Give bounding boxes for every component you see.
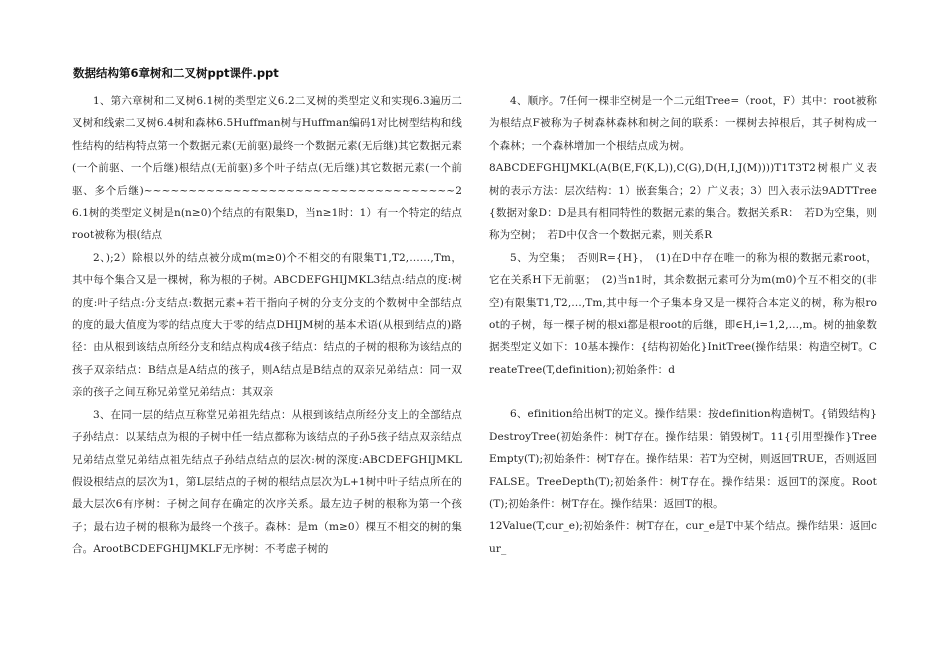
right-column xyxy=(489,90,877,560)
paragraph-4: 4、顺序。7任何一棵非空树是一个二元组Tree=（root，F）其中：root被称为根结点F被称为子树森林森林和树之间的联系：一棵树去掉根后，其子树构成一个森林；一个森林增加一个根结点成为树。 xyxy=(489,95,877,152)
left-column xyxy=(72,90,462,561)
paragraph-2: 2、);2）除根以外的结点被分成m(m≥0)个不相交的有限集T1,T2,……,Tm，其中每个集合又是一棵树，称为根的子树。ABCDEFGHIJMKL3结点:结点的度:树的度:叶子结点:分支结点:数据元素+若干指向子树的分支分支的个数树中全部结点的度的最大值度为零的结点度大于零的结点DHIJM树的基本术语(从根到结点的)路径：由从根到该结点所经分支和结点构成4孩子结点：结点的子树的根称为该结点的孩子双亲结点：B结点是A结点的孩子，则A结点是B结点的双亲兄弟结点：同一双亲的孩子之间互称兄弟堂兄弟结点：其双亲 xyxy=(72,251,462,399)
paragraph-6-continued: 12Value(T,cur_e);初始条件：树T存在，cur_e是T中某个结点。操作结果：返回cur_ xyxy=(489,520,877,555)
document-title: 数据结构第6章树和二叉树ppt课件.ppt xyxy=(73,66,279,80)
paragraph-spacer xyxy=(489,381,877,403)
paragraph-3: 3、在同一层的结点互称堂兄弟祖先结点：从根到该结点所经分支上的全部结点子孙结点：以某结点为根的子树中任一结点都称为该结点的子孙5孩子结点双亲结点兄弟结点堂兄弟结点祖先结点子孙结点结点的层次:树的深度:ABCDEFGHIJMKL假设根结点的层次为1，第L层结点的子树的根结点层次为L+1树中叶子结点所在的最大层次6有序树：子树之间存在确定的次序关系。最左边子树的根称为第一个孩子；最右边子树的根称为最终一个孩子。森林：是m（m≥0）棵互不相交的树的集合。ArootBCDEFGHIJMKLF无序树：不考虑子树的 xyxy=(72,408,462,556)
paragraph-6: 6、efinition给出树T的定义。操作结果：按definition构造树T。{销毁结构}DestroyTree(初始条件：树T存在。操作结果：销毁树T。11{引用型操作}TreeEmpty(T);初始条件：树T存在。操作结果：若T为空树，则返回TRUE，否则返回FALSE。TreeDepth(T);初始条件：树T存在。操作结果：返回T的深度。Root(T);初始条件：树T存在。操作结果：返回T的根。 xyxy=(489,408,877,510)
paragraph-1: 1、第六章树和二叉树6.1树的类型定义6.2二叉树的类型定义和实现6.3遍历二叉树和线索二叉树6.4树和森林6.5Huffman树与Huffman编码1对比树型结构和线性结构的结构特点第一个数据元素(无前驱)最终一个数据元素(无后继)其它数据元素(一个前驱、一个后继)根结点(无前驱)多个叶子结点(无后继)其它数据元素(一个前驱、多个后继)~~~~~~~~~~~~~~~~~~~~~~~~~~~~~~~~~~~26.1树的类型定义树是n(n≥0)个结点的有限集D，当n≥1时：1）有一个特定的结点root被称为根(结点 xyxy=(72,95,462,242)
paragraph-5: 5、为空集； 否则R={H}， (1)在D中存在唯一的称为根的数据元素root，它在关系H下无前驱； (2)当n1时，其余数据元素可分为m(m0)个互不相交的(非空)有限集T1,T2,…,Tm,其中每一个子集本身又是一棵符合本定义的树，称为根root的子树，每一棵子树的根xi都是根root的后继，即∈H,i=1,2,…,m。树的抽象数据类型定义如下：10基本操作：{结构初始化}InitTree(操作结果：构造空树T。CreateTree(T,definition);初始条件：d xyxy=(489,251,877,376)
paragraph-4-continued: 8ABCDEFGHIJMKL(A(B(E,F(K,L)),C(G),D(H,I,J(M))))T1T3T2树根广义表树的表示方法：层次结构：1）嵌套集合；2）广义表；3）凹入表示法9ADTTree{数据对象D：D是具有相同特性的数据元素的集合。数据关系R： 若D为空集，则称为空树； 若D中仅含一个数据元素，则关系R xyxy=(489,162,877,242)
